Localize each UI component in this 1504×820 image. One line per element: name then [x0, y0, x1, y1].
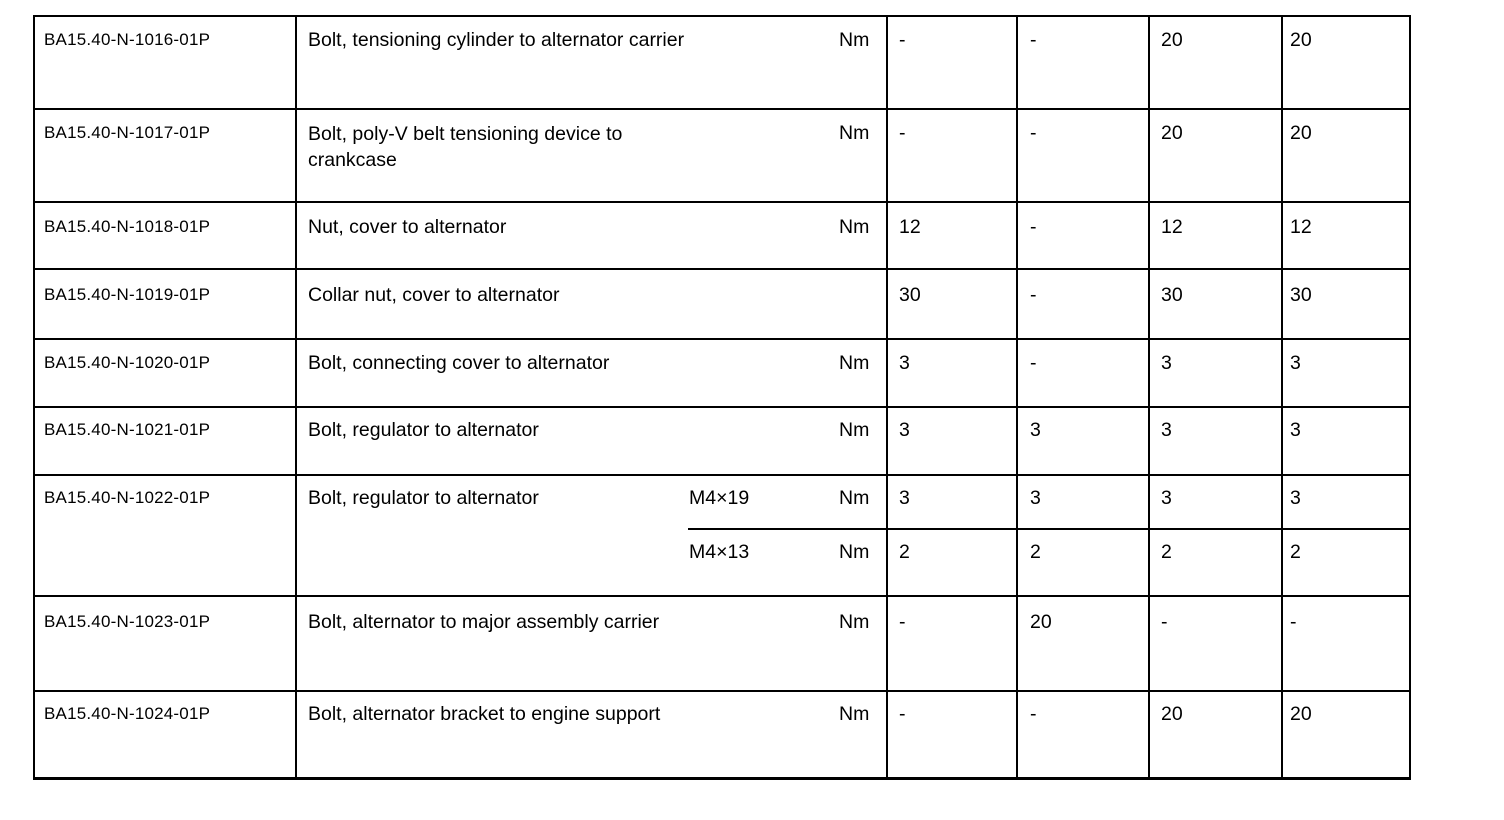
- table-row: [35, 406, 1409, 474]
- value-col1: 12: [899, 216, 921, 238]
- table-row: [35, 268, 1409, 338]
- row-description: Bolt, alternator bracket to engine support: [308, 703, 661, 725]
- row-unit: Nm: [839, 216, 870, 238]
- value-col3: 20: [1161, 703, 1183, 725]
- row-description: Bolt, tensioning cylinder to alternator carrier: [308, 29, 685, 51]
- row-unit: Nm: [839, 419, 870, 441]
- row-description: Bolt, connecting cover to alternator: [308, 352, 610, 374]
- row-code: BA15.40-N-1018-01P: [44, 217, 211, 236]
- row-description: Bolt, alternator to major assembly carrier: [308, 611, 660, 633]
- value-col1: -: [899, 122, 906, 144]
- value-col2: -: [1030, 284, 1037, 306]
- torque-spec-table: [33, 15, 1411, 780]
- value-col4: 20: [1290, 29, 1312, 51]
- value-col3: 20: [1161, 29, 1183, 51]
- value-col1: -: [899, 611, 906, 633]
- row-code: BA15.40-N-1020-01P: [44, 353, 211, 372]
- table-row: [35, 338, 1409, 406]
- row-code: BA15.40-N-1023-01P: [44, 612, 211, 631]
- row-description: Bolt, regulator to alternator: [308, 419, 539, 441]
- value-col2: -: [1030, 352, 1037, 374]
- value-col1: 2: [899, 541, 910, 563]
- value-col2: 2: [1030, 541, 1041, 563]
- row-unit: Nm: [839, 703, 870, 725]
- value-col1: -: [899, 29, 906, 51]
- value-col3: 20: [1161, 122, 1183, 144]
- value-col3: 12: [1161, 216, 1183, 238]
- value-col3: 3: [1161, 419, 1172, 441]
- value-col1: 3: [899, 352, 910, 374]
- value-col2: 20: [1030, 611, 1052, 633]
- row-unit: Nm: [839, 487, 870, 509]
- row-unit: Nm: [839, 611, 870, 633]
- row-description: Collar nut, cover to alternator: [308, 284, 560, 306]
- value-col4: 30: [1290, 284, 1312, 306]
- value-col1: 3: [899, 487, 910, 509]
- value-col2: -: [1030, 216, 1037, 238]
- value-col4: -: [1290, 611, 1297, 633]
- bolt-size-spec: M4×19: [689, 487, 750, 509]
- row-unit: Nm: [839, 352, 870, 374]
- value-col2: 3: [1030, 419, 1041, 441]
- value-col3: 2: [1161, 541, 1172, 563]
- value-col3: 30: [1161, 284, 1183, 306]
- value-col1: 30: [899, 284, 921, 306]
- sub-row-divider: [688, 528, 1409, 530]
- table-row: [35, 108, 1409, 201]
- value-col4: 12: [1290, 216, 1312, 238]
- row-unit: Nm: [839, 541, 870, 563]
- row-code: BA15.40-N-1024-01P: [44, 704, 211, 723]
- value-col1: -: [899, 703, 906, 725]
- value-col2: -: [1030, 703, 1037, 725]
- table-row: [35, 595, 1409, 690]
- value-col4: 20: [1290, 122, 1312, 144]
- value-col3: 3: [1161, 487, 1172, 509]
- value-col4: 2: [1290, 541, 1301, 563]
- table-row: [35, 690, 1409, 780]
- table-row: [35, 201, 1409, 268]
- row-code: BA15.40-N-1022-01P: [44, 488, 211, 507]
- row-description: Bolt, regulator to alternator: [308, 487, 539, 509]
- table-row: [35, 474, 1409, 595]
- row-unit: Nm: [839, 122, 870, 144]
- row-description: Bolt, poly-V belt tensioning device to crankcase: [308, 123, 623, 171]
- value-col3: 3: [1161, 352, 1172, 374]
- value-col1: 3: [899, 419, 910, 441]
- value-col2: -: [1030, 122, 1037, 144]
- value-col2: 3: [1030, 487, 1041, 509]
- row-code: BA15.40-N-1016-01P: [44, 30, 211, 49]
- row-code: BA15.40-N-1021-01P: [44, 420, 211, 439]
- row-description: Nut, cover to alternator: [308, 216, 507, 238]
- value-col2: -: [1030, 29, 1037, 51]
- value-col4: 3: [1290, 487, 1301, 509]
- value-col4: 20: [1290, 703, 1312, 725]
- value-col4: 3: [1290, 419, 1301, 441]
- row-unit: Nm: [839, 29, 870, 51]
- row-code: BA15.40-N-1019-01P: [44, 285, 211, 304]
- value-col4: 3: [1290, 352, 1301, 374]
- value-col3: -: [1161, 611, 1168, 633]
- row-code: BA15.40-N-1017-01P: [44, 123, 211, 142]
- bolt-size-spec: M4×13: [689, 541, 750, 563]
- table-row: [35, 17, 1409, 108]
